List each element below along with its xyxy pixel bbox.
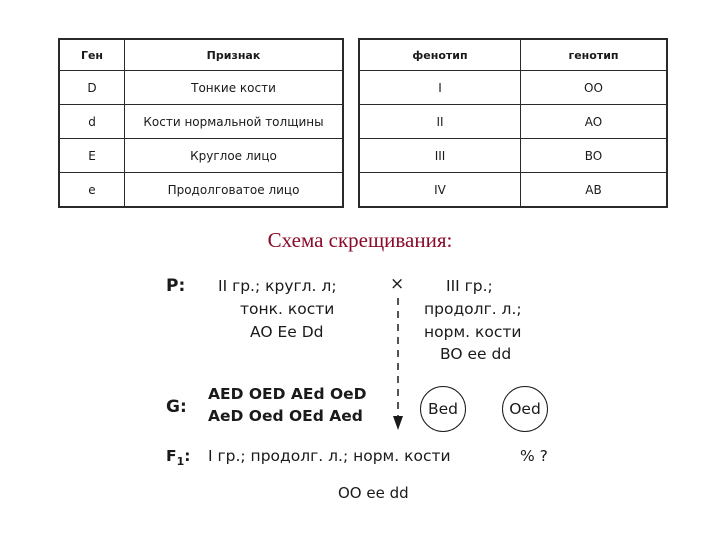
header-phenotype: фенотип [359, 39, 521, 71]
genotype-cell: BO [521, 139, 668, 173]
trait-cell: Тонкие кости [125, 71, 344, 105]
phenotype-cell: II [359, 105, 521, 139]
f1-phenotype: I гр.; продолг. л.; норм. кости [208, 447, 451, 465]
genotype-cell: AO [521, 105, 668, 139]
header-gene: Ген [59, 39, 125, 71]
phenotype-cell: I [359, 71, 521, 105]
gene-cell: E [59, 139, 125, 173]
gametes-parent1-row1: AED OED AEd OeD [208, 385, 367, 403]
p-label: P: [166, 276, 186, 296]
genotype-cell: OO [521, 71, 668, 105]
f1-percent: % ? [520, 447, 548, 465]
parent2-line1: III гр.; [446, 277, 493, 295]
arrow-head [393, 416, 403, 430]
trait-cell: Круглое лицо [125, 139, 344, 173]
gamete-oed-circle [502, 386, 548, 432]
gamete-oed: Oed [509, 400, 541, 418]
gene-cell: e [59, 173, 125, 208]
g-label: G: [166, 397, 187, 417]
gamete-bed: Bed [427, 400, 458, 418]
trait-cell: Продолговатое лицо [125, 173, 344, 208]
parent1-genotype: AO Ee Dd [250, 323, 324, 341]
gene-cell: D [59, 71, 125, 105]
scheme-caption: Схема скрещивания: [267, 228, 453, 252]
cross-sign: × [390, 274, 405, 294]
parent2-line2: продолг. л.; [424, 300, 522, 318]
f1-letter: F [166, 447, 177, 465]
f1-label: $F_1$: [166, 447, 191, 469]
parent2-genotype: BO ee dd [440, 345, 512, 363]
parent1-line2: тонк. кости [240, 300, 335, 318]
gametes-parent1-row2: AeD Oed OEd Aed [208, 407, 363, 425]
phenotype-cell: IV [359, 173, 521, 208]
phenotype-cell: III [359, 139, 521, 173]
f1-genotype: OO ee dd [338, 484, 409, 502]
f1-subscript: 1 [176, 455, 185, 469]
header-genotype: генотип [521, 39, 668, 71]
trait-cell: Кости нормальной толщины [125, 105, 344, 139]
header-trait: Признак [125, 39, 344, 71]
parent1-line1: II гр.; кругл. л; [218, 277, 337, 295]
genotype-cell: AB [521, 173, 668, 208]
gene-cell: d [59, 105, 125, 139]
gamete-bed-circle [420, 386, 466, 432]
parent2-line3: норм. кости [424, 323, 522, 341]
